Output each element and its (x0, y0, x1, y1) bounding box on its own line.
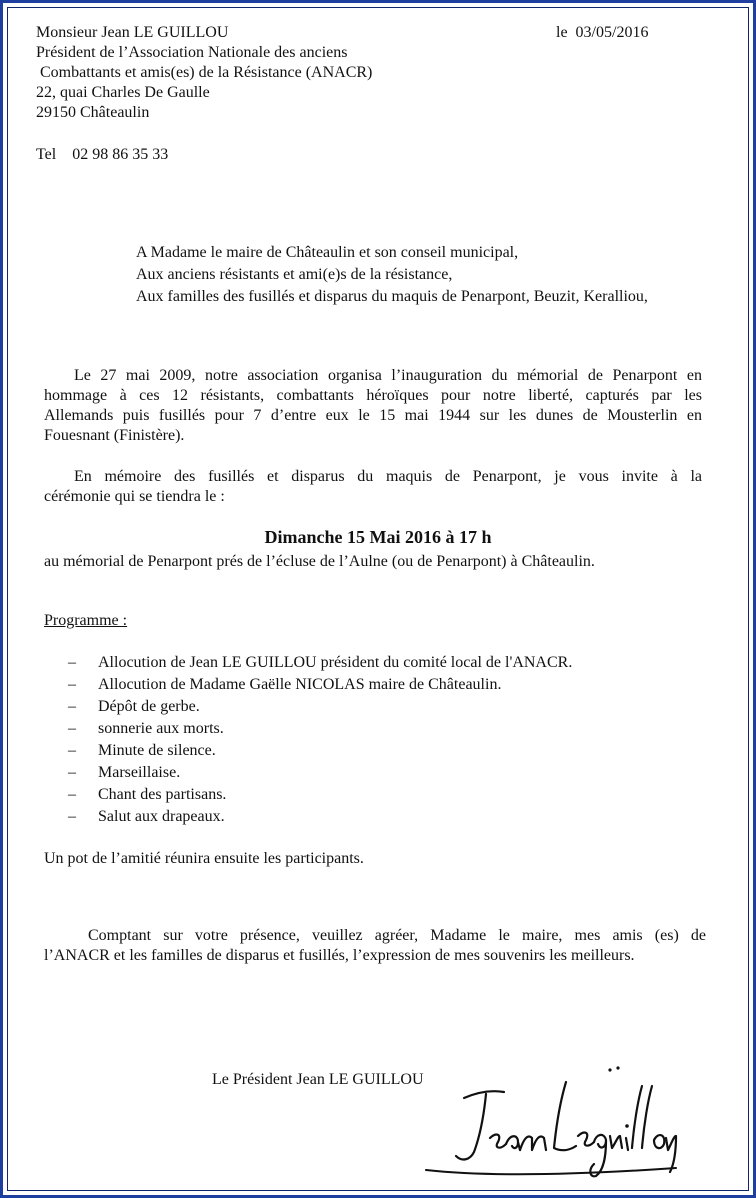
event-location: au mémorial de Penarpont prés de l’écluse de l’Aulne (ou de Penarpont) à Châteaulin. (44, 553, 595, 570)
paragraph-line: l’ANACR et les familles de disparus et fusillés, l’expression de mes souvenirs les meilleurs. (44, 947, 635, 964)
list-bullet: – (68, 654, 76, 671)
letter-date: le 03/05/2016 (556, 24, 649, 41)
paragraph-line: En mémoire des fusillés et disparus du maquis de Penarpont, je vous invite à la (74, 468, 702, 485)
recipient-line: Aux anciens résistants et ami(e)s de la résistance, (136, 266, 453, 283)
list-bullet: – (68, 676, 76, 693)
paragraph-line: Fouesnant (Finistère). (44, 427, 185, 444)
list-bullet: – (68, 808, 76, 825)
paragraph-line: hommage à ces 12 résistants, combattants héroïques pour notre liberté, capturés par les (44, 387, 702, 404)
reception-note: Un pot de l’amitié réunira ensuite les participants. (44, 850, 364, 867)
paragraph-line: Allemands puis fusillés pour 7 d’entre eux le 15 mai 1944 sur les dunes de Mousterlin en (44, 407, 702, 424)
list-item-text: Dépôt de gerbe. (98, 698, 200, 715)
list-item-text: Chant des partisans. (98, 786, 227, 803)
sender-phone: Tel 02 98 86 35 33 (36, 146, 169, 163)
sender-city: 29150 Châteaulin (36, 104, 150, 121)
invitation-paragraph (44, 467, 702, 507)
paragraph-line: Comptant sur votre présence, veuillez agréer, Madame le maire, mes amis (es) de (88, 927, 706, 944)
list-bullet: – (68, 720, 76, 737)
list-item-text: sonnerie aux morts. (98, 720, 224, 737)
intro-paragraph (44, 366, 702, 446)
sender-street: 22, quai Charles De Gaulle (36, 84, 210, 101)
list-item-text: Allocution de Madame Gaëlle NICOLAS maire de Châteaulin. (98, 676, 502, 693)
list-item (68, 741, 216, 761)
paragraph-line: cérémonie qui se tiendra le : (44, 488, 225, 505)
list-bullet: – (68, 764, 76, 781)
handwritten-signature (420, 1052, 690, 1182)
paragraph-line: Le 27 mai 2009, notre association organisa l’inauguration du mémorial de Penarpont en (74, 367, 702, 384)
list-item-text: Minute de silence. (98, 742, 216, 759)
list-item (68, 807, 225, 827)
programme-heading: Programme : (44, 612, 128, 629)
list-item-text: Marseillaise. (98, 764, 181, 781)
list-item (68, 697, 200, 717)
list-item-text: Allocution de Jean LE GUILLOU président du comité local de l'ANACR. (98, 654, 573, 671)
sender-organisation: Combattants et amis(es) de la Résistance (ANACR) (36, 64, 373, 81)
event-datetime: Dimanche 15 Mai 2016 à 17 h (264, 527, 492, 547)
signature-label: Le Président Jean LE GUILLOU (212, 1071, 424, 1088)
list-item (68, 785, 226, 805)
list-item-text: Salut aux drapeaux. (98, 808, 225, 825)
list-item (68, 719, 224, 739)
list-bullet: – (68, 786, 76, 803)
list-bullet: – (68, 698, 76, 715)
sender-title: Président de l’Association Nationale des anciens (36, 44, 348, 61)
closing-paragraph (44, 926, 706, 966)
list-item (68, 653, 572, 673)
sender-name: Monsieur Jean LE GUILLOU (36, 24, 229, 41)
list-item (68, 763, 180, 783)
recipient-line: Aux familles des fusillés et disparus du maquis de Penarpont, Beuzit, Keralliou, (136, 288, 648, 305)
recipient-line: A Madame le maire de Châteaulin et son conseil municipal, (136, 244, 519, 261)
list-bullet: – (68, 742, 76, 759)
list-item (68, 675, 501, 695)
